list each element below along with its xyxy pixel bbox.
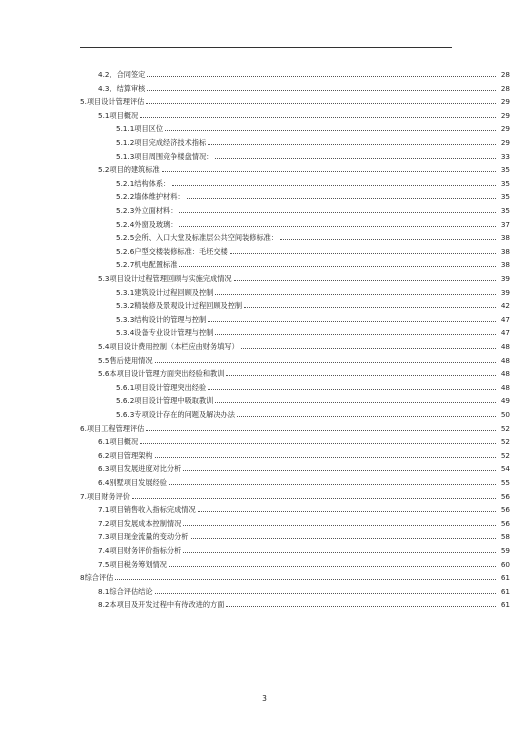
toc-dot-leader — [179, 226, 496, 227]
toc-entry-page: 29 — [500, 97, 510, 107]
toc-entry-page: 47 — [500, 314, 510, 324]
toc-entry-page: 39 — [500, 274, 510, 283]
toc-entry[interactable] — [98, 460, 510, 473]
toc-entry-title: 4.3．结算审核 — [98, 83, 146, 93]
toc-entry-title: 5.3.3结构设计的管理与控制 — [116, 314, 207, 324]
toc-entry-title: 5.4项目设计费用控制（本栏应由财务填写） — [98, 342, 239, 351]
toc-entry-page: 35 — [500, 206, 510, 215]
toc-dot-leader — [280, 239, 496, 240]
toc-entry-title: 5.1.3项目周围竞争楼盘情况： — [116, 151, 214, 161]
toc-entry[interactable] — [116, 134, 510, 147]
toc-dot-leader — [147, 76, 496, 77]
toc-dot-leader — [147, 90, 496, 91]
toc-dot-leader — [226, 375, 496, 376]
toc-dot-leader — [215, 294, 496, 295]
toc-entry[interactable] — [98, 365, 510, 378]
toc-dot-leader — [191, 538, 497, 539]
toc-entry-page: 33 — [500, 151, 510, 161]
toc-entry-title: 5.2.1结构体系： — [116, 178, 171, 188]
toc-entry-page: 50 — [500, 410, 510, 419]
toc-entry-page: 61 — [500, 573, 510, 583]
toc-entry-title: 5.2.4外窗及玻璃： — [116, 219, 178, 229]
toc-dot-leader — [230, 253, 496, 254]
toc-entry-title: 5.1项目概况 — [98, 110, 139, 120]
toc-entry[interactable] — [98, 338, 510, 351]
toc-entry-title: 5.2项目的建筑标准 — [98, 165, 160, 175]
toc-entry[interactable] — [116, 297, 510, 310]
toc-entry-page: 35 — [500, 165, 510, 175]
toc-dot-leader — [140, 117, 496, 118]
toc-entry[interactable] — [98, 80, 510, 93]
toc-dot-leader — [208, 389, 496, 390]
toc-entry-page: 52 — [500, 423, 510, 433]
toc-entry-page: 37 — [500, 219, 510, 229]
page-number: 3 — [262, 694, 267, 703]
toc-entry-page: 48 — [500, 382, 510, 392]
toc-dot-leader — [183, 470, 496, 471]
toc-entry-title: 5.2.2墙体维护材料： — [116, 192, 185, 202]
toc-dot-leader — [179, 212, 496, 213]
toc-entry-title: 7.1项目销售收入指标完成情况 — [98, 505, 196, 515]
toc-entry[interactable] — [98, 270, 510, 283]
toc-entry-page: 29 — [500, 110, 510, 120]
toc-entry[interactable] — [116, 216, 510, 229]
toc-dot-leader — [234, 280, 496, 281]
toc-dot-leader — [208, 144, 496, 145]
toc-entry-title: 5.3.4设备专业设计管理与控制 — [116, 328, 214, 338]
toc-entry[interactable] — [116, 120, 510, 133]
toc-entry-page: 60 — [500, 559, 510, 569]
toc-entry-title: 7.2项目发展成本控制情况 — [98, 518, 182, 528]
toc-dot-leader — [155, 457, 496, 458]
toc-entry[interactable] — [98, 352, 510, 365]
toc-entry[interactable] — [116, 229, 510, 242]
toc-entry[interactable] — [98, 66, 510, 79]
toc-entry-title: 5.6本项目设计管理方面突出经验和教训 — [98, 369, 225, 379]
toc-entry-title: 5.6.2项目设计管理中吸取教训 — [116, 396, 214, 406]
toc-entry[interactable] — [98, 556, 510, 569]
toc-entry-page: 48 — [500, 369, 510, 379]
toc-entry[interactable] — [80, 569, 510, 582]
toc-entry-title: 5.2.7机电配置标准 — [116, 260, 178, 270]
toc-entry-title: 6.4别墅项目发展经验 — [98, 478, 167, 487]
toc-dot-leader — [132, 498, 496, 499]
toc-dot-leader — [183, 525, 496, 526]
toc-entry[interactable] — [98, 447, 510, 460]
toc-entry-title: 5.3.2精装修及景观设计过程回顾及控制 — [116, 301, 243, 311]
toc-entry-title: 7.3项目现金流量的变动分析 — [98, 532, 189, 542]
toc-entry-page: 35 — [500, 178, 510, 188]
toc-dot-leader — [215, 402, 496, 403]
toc-dot-leader — [179, 266, 496, 267]
toc-entry[interactable] — [98, 161, 510, 174]
toc-entry-title: 5.1.1项目区位 — [116, 124, 164, 134]
toc-dot-leader — [198, 511, 496, 512]
toc-entry[interactable] — [116, 175, 510, 188]
toc-entry-title: 5.6.3专项设计存在的问题及解决办法 — [116, 410, 235, 419]
toc-entry-title: 5.1.2项目完成经济技术指标 — [116, 138, 207, 147]
toc-entry-title: 6.项目工程管理评估 — [80, 423, 145, 433]
toc-dot-leader — [241, 348, 496, 349]
toc-entry[interactable] — [116, 392, 510, 405]
toc-entry-title: 6.1项目概况 — [98, 437, 139, 447]
toc-entry[interactable] — [116, 324, 510, 337]
toc-dot-leader — [208, 321, 496, 322]
toc-entry-page: 48 — [500, 355, 510, 365]
toc-dot-leader — [237, 416, 496, 417]
toc-entry-title: 5.3.1建筑设计过程回顾及控制 — [116, 287, 214, 297]
toc-entry[interactable] — [98, 433, 510, 446]
toc-entry-page: 38 — [500, 233, 510, 243]
toc-entry-page: 52 — [500, 437, 510, 447]
toc-entry-page: 39 — [500, 287, 510, 297]
toc-entry-page: 52 — [500, 450, 510, 460]
toc-dot-leader — [146, 430, 496, 431]
toc-dot-leader — [162, 171, 496, 172]
toc-entry-title: 5.3项目设计过程管理回顾与实施完成情况 — [98, 274, 232, 283]
toc-dot-leader — [244, 307, 496, 308]
toc-entry[interactable] — [80, 93, 510, 106]
toc-dot-leader — [155, 593, 496, 594]
toc-entry-page: 56 — [500, 505, 510, 515]
toc-entry-page: 61 — [500, 586, 510, 596]
toc-entry-title: 4.2．合同签定 — [98, 70, 146, 79]
toc-entry[interactable] — [116, 284, 510, 297]
toc-entry-page: 47 — [500, 328, 510, 338]
toc-entry-title: 5.6.1项目设计管理突出经验 — [116, 382, 207, 392]
toc-entry-title: 6.3项目发展进度对比分析 — [98, 464, 182, 474]
toc-dot-leader — [165, 130, 496, 131]
toc-dot-leader — [169, 484, 496, 485]
toc-entry[interactable] — [116, 406, 510, 419]
toc-entry[interactable] — [116, 256, 510, 269]
toc-entry-page: 49 — [500, 396, 510, 406]
toc-entry[interactable] — [80, 420, 510, 433]
toc-dot-leader — [140, 443, 496, 444]
toc-entry[interactable] — [116, 243, 510, 256]
toc-entry-title: 8.1综合评估结论 — [98, 586, 153, 596]
toc-dot-leader — [146, 103, 496, 104]
toc-entry-page: 48 — [500, 342, 510, 351]
toc-entry-title: 7.4项目财务评价指标分析 — [98, 546, 182, 555]
toc-entry[interactable] — [98, 528, 510, 541]
toc-entry[interactable] — [98, 583, 510, 596]
toc-entry[interactable] — [98, 107, 510, 120]
toc-entry-page: 55 — [500, 478, 510, 487]
toc-dot-leader — [115, 579, 496, 580]
toc-dot-leader — [172, 185, 496, 186]
toc-entry[interactable] — [116, 311, 510, 324]
toc-entry[interactable] — [80, 488, 510, 501]
toc-dot-leader — [183, 552, 496, 553]
toc-entry-title: 5.2.6户型交楼装修标准：毛坯交楼 — [116, 246, 228, 256]
toc-entry-title: 8.2本项目及开发过程中有待改进的方面 — [98, 600, 225, 610]
toc-entry-title: 5.2.3外立面材料： — [116, 206, 178, 215]
toc-entry[interactable] — [98, 596, 510, 609]
toc-dot-leader — [187, 198, 496, 199]
toc-entry-page: 59 — [500, 546, 510, 555]
toc-entry-title: 8综合评估 — [80, 573, 114, 583]
toc-entry[interactable] — [98, 501, 510, 514]
toc-entry[interactable] — [116, 379, 510, 392]
header-rule — [80, 47, 452, 48]
toc-entry[interactable] — [116, 202, 510, 215]
toc-entry-title: 5.2.5会所、入口大堂及标准层公共空间装修标准： — [116, 233, 279, 243]
toc-dot-leader — [155, 362, 496, 363]
toc-entry[interactable] — [98, 515, 510, 528]
toc-entry-title: 7.5项目税务筹划情况 — [98, 559, 167, 569]
toc-entry-title: 6.2项目管理架构 — [98, 450, 153, 460]
toc-entry[interactable] — [98, 474, 510, 487]
toc-dot-leader — [169, 566, 496, 567]
toc-entry[interactable] — [116, 148, 510, 161]
toc-entry-page: 42 — [500, 301, 510, 311]
toc-dot-leader — [215, 158, 496, 159]
toc-entry-title: 7.项目财务评价 — [80, 491, 130, 501]
toc-entry-page: 58 — [500, 532, 510, 542]
toc-entry-page: 29 — [500, 138, 510, 147]
toc-entry-page: 61 — [500, 600, 510, 610]
toc-entry-page: 38 — [500, 246, 510, 256]
toc-entry-title: 5.5售后使用情况 — [98, 355, 153, 365]
toc-entry-page: 35 — [500, 192, 510, 202]
toc-entry[interactable] — [116, 188, 510, 201]
toc-entry-page: 28 — [500, 83, 510, 93]
toc-entry-page: 56 — [500, 491, 510, 501]
toc-entry-page: 56 — [500, 518, 510, 528]
toc-entry[interactable] — [98, 542, 510, 555]
toc-entry-title: 5.项目设计管理评估 — [80, 97, 145, 107]
toc-entry-page: 54 — [500, 464, 510, 474]
toc-entry-page: 38 — [500, 260, 510, 270]
toc-dot-leader — [215, 334, 496, 335]
toc-dot-leader — [226, 606, 496, 607]
toc-entry-page: 28 — [500, 70, 510, 79]
toc-entry-page: 29 — [500, 124, 510, 134]
